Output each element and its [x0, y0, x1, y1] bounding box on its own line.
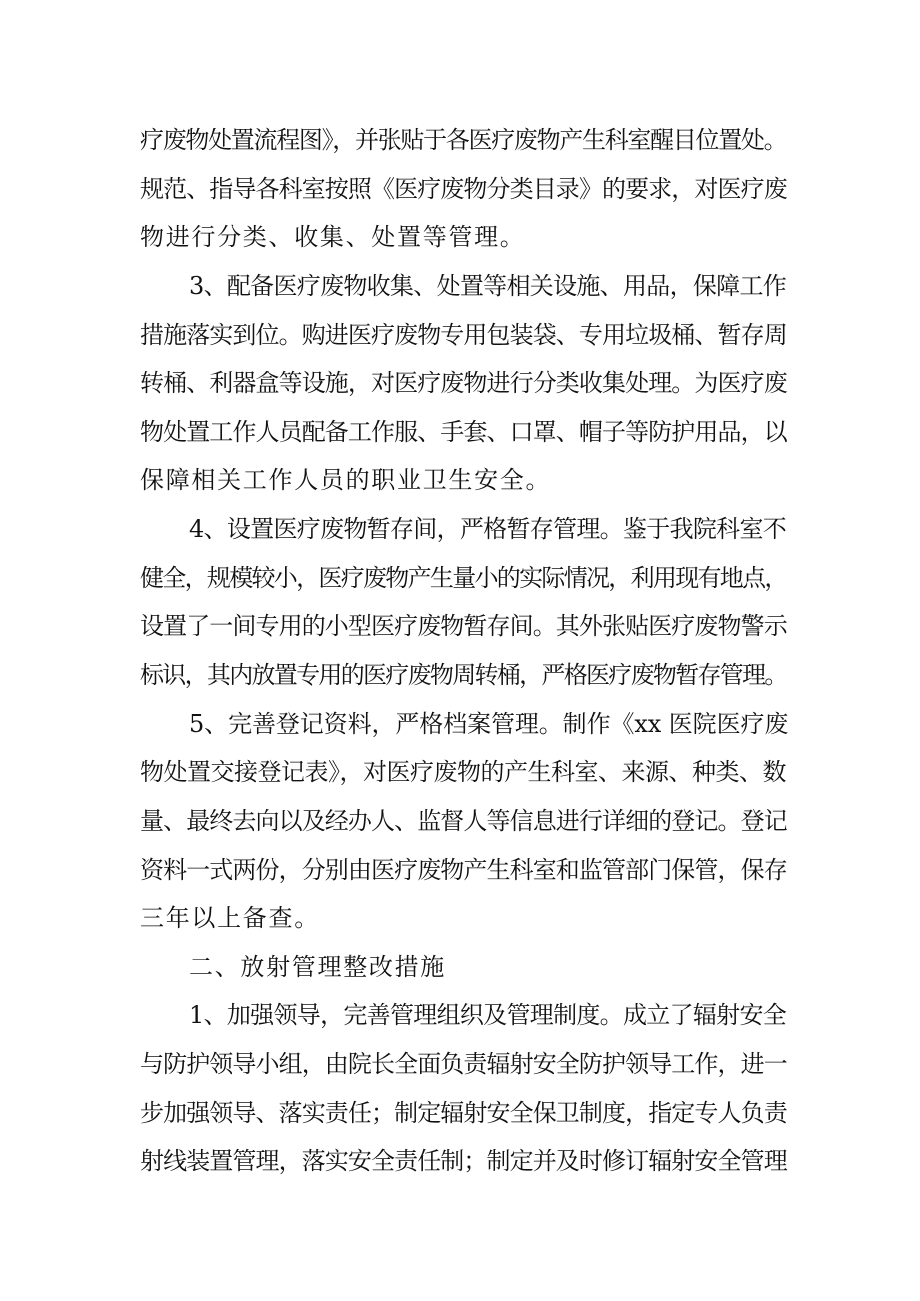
text-line: 疗废物处置流程图》，并张贴于各医疗废物产生科室醒目位置处。 — [140, 126, 787, 154]
text-line: 标识，其内放置专用的医疗废物周转桶，严格医疗废物暂存管理。 — [140, 661, 787, 689]
section-heading: 二、放射管理整改措施 — [189, 953, 446, 981]
text-line: 步加强领导、落实责任；制定辐射安全保卫制度，指定专人负责 — [140, 1099, 787, 1127]
paragraph-start-line: 5、完善登记资料，严格档案管理。制作《xx 医院医疗废 — [189, 710, 789, 738]
text-line: 量、最终去向以及经办人、监督人等信息进行详细的登记。登记 — [140, 807, 787, 835]
text-line: 健全，规模较小，医疗废物产生量小的实际情况，利用现有地点， — [140, 564, 787, 592]
text-line: 规范、指导各科室按照《医疗废物分类目录》的要求，对医疗废 — [140, 175, 787, 203]
text-line: 资料一式两份，分别由医疗废物产生科室和监管部门保管，保存 — [140, 856, 787, 884]
text-line: 三年以上备查。 — [140, 904, 320, 932]
text-line: 射线装置管理，落实安全责任制；制定并及时修订辐射安全管理 — [140, 1147, 787, 1175]
paragraph-start-line: 1、加强领导，完善管理组织及管理制度。成立了辐射安全 — [189, 1001, 787, 1029]
text-line: 转桶、利器盒等设施，对医疗废物进行分类收集处理。为医疗废 — [140, 369, 787, 397]
text-line: 措施落实到位。购进医疗废物专用包装袋、专用垃圾桶、暂存周 — [140, 321, 787, 349]
text-line: 物处置交接登记表》，对医疗废物的产生科室、来源、种类、数 — [140, 758, 786, 786]
paragraph-start-line: 4、设置医疗废物暂存间，严格暂存管理。鉴于我院科室不 — [189, 515, 787, 543]
text-line: 与防护领导小组，由院长全面负责辐射安全防护领导工作，进一 — [140, 1050, 787, 1078]
text-line: 保障相关工作人员的职业卫生安全。 — [140, 466, 552, 494]
paragraph-start-line: 3、配备医疗废物收集、处置等相关设施、用品，保障工作 — [189, 272, 787, 300]
text-line: 物进行分类、收集、处置等管理。 — [140, 223, 526, 251]
text-line: 设置了一间专用的小型医疗废物暂存间。其外张贴医疗废物警示 — [140, 612, 787, 640]
text-line: 物处置工作人员配备工作服、手套、口罩、帽子等防护用品，以 — [140, 418, 787, 446]
